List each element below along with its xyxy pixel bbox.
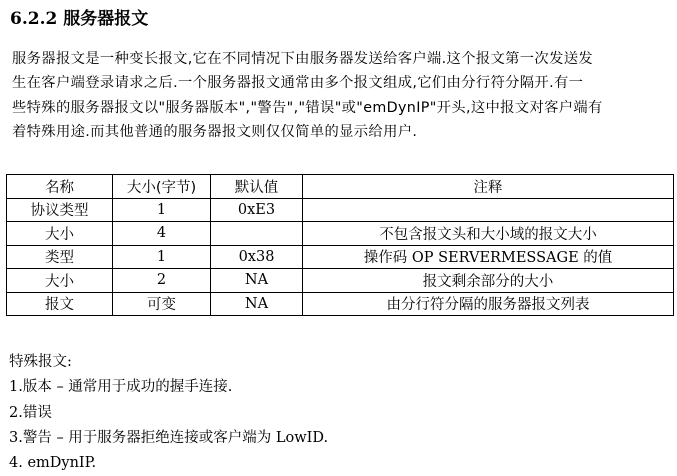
list-item: 2.错误	[9, 404, 52, 421]
header-default: 默认值	[211, 175, 303, 199]
cell-name: 协议类型	[7, 198, 113, 222]
cell-comment: 报文剩余部分的大小	[303, 269, 674, 293]
paragraph-line: 生在客户端登录请求之后.一个服务器报文通常由多个报文组成,它们由分行符分隔开.有一	[12, 75, 584, 92]
cell-size: 1	[113, 198, 211, 222]
section-heading: 6.2.2 服务器报文	[10, 9, 149, 29]
cell-comment: 由分行符分隔的服务器报文列表	[303, 292, 674, 316]
message-format-table	[6, 174, 674, 316]
cell-size: 可变	[113, 292, 211, 316]
table-row	[7, 245, 674, 269]
header-name: 名称	[7, 175, 113, 199]
header-comment: 注释	[303, 175, 674, 199]
list-item: 4. emDynIP.	[9, 455, 97, 472]
cell-name: 大小	[7, 222, 113, 246]
cell-size: 1	[113, 245, 211, 269]
table-row	[7, 292, 674, 316]
cell-size: 4	[113, 222, 211, 246]
paragraph-line: 服务器报文是一种变长报文,它在不同情况下由服务器发送给客户端.这个报文第一次发送发	[12, 51, 594, 67]
table-row	[7, 222, 674, 246]
list-item: 1.版本 – 通常用于成功的握手连接.	[9, 379, 233, 396]
cell-comment: 操作码 OP SERVERMESSAGE 的值	[303, 245, 674, 269]
cell-default	[211, 222, 303, 246]
special-messages-title: 特殊报文:	[9, 354, 72, 370]
cell-comment: 不包含报文头和大小域的报文大小	[303, 222, 674, 246]
paragraph-line: 些特殊的服务器报文以"服务器版本","警告","错误"或"emDynIP"开头,这中报文对客户端有	[12, 99, 603, 116]
cell-default: NA	[211, 292, 303, 316]
cell-comment	[303, 198, 674, 222]
cell-name: 大小	[7, 269, 113, 293]
list-item: 3.警告 – 用于服务器拒绝连接或客户端为 LowID.	[9, 429, 329, 446]
cell-name: 报文	[7, 292, 113, 316]
cell-default: 0x38	[211, 245, 303, 269]
special-messages-list	[9, 350, 328, 476]
cell-size: 2	[113, 269, 211, 293]
cell-name: 类型	[7, 245, 113, 269]
cell-default: NA	[211, 269, 303, 293]
cell-default: 0xE3	[211, 198, 303, 222]
table-row	[7, 198, 674, 222]
header-size: 大小(字节)	[113, 175, 211, 199]
description-paragraph	[12, 47, 670, 144]
paragraph-line: 着特殊用途.而其他普通的服务器报文则仅仅简单的显示给用户.	[12, 123, 418, 140]
table-row	[7, 269, 674, 293]
table-header-row	[7, 175, 674, 199]
